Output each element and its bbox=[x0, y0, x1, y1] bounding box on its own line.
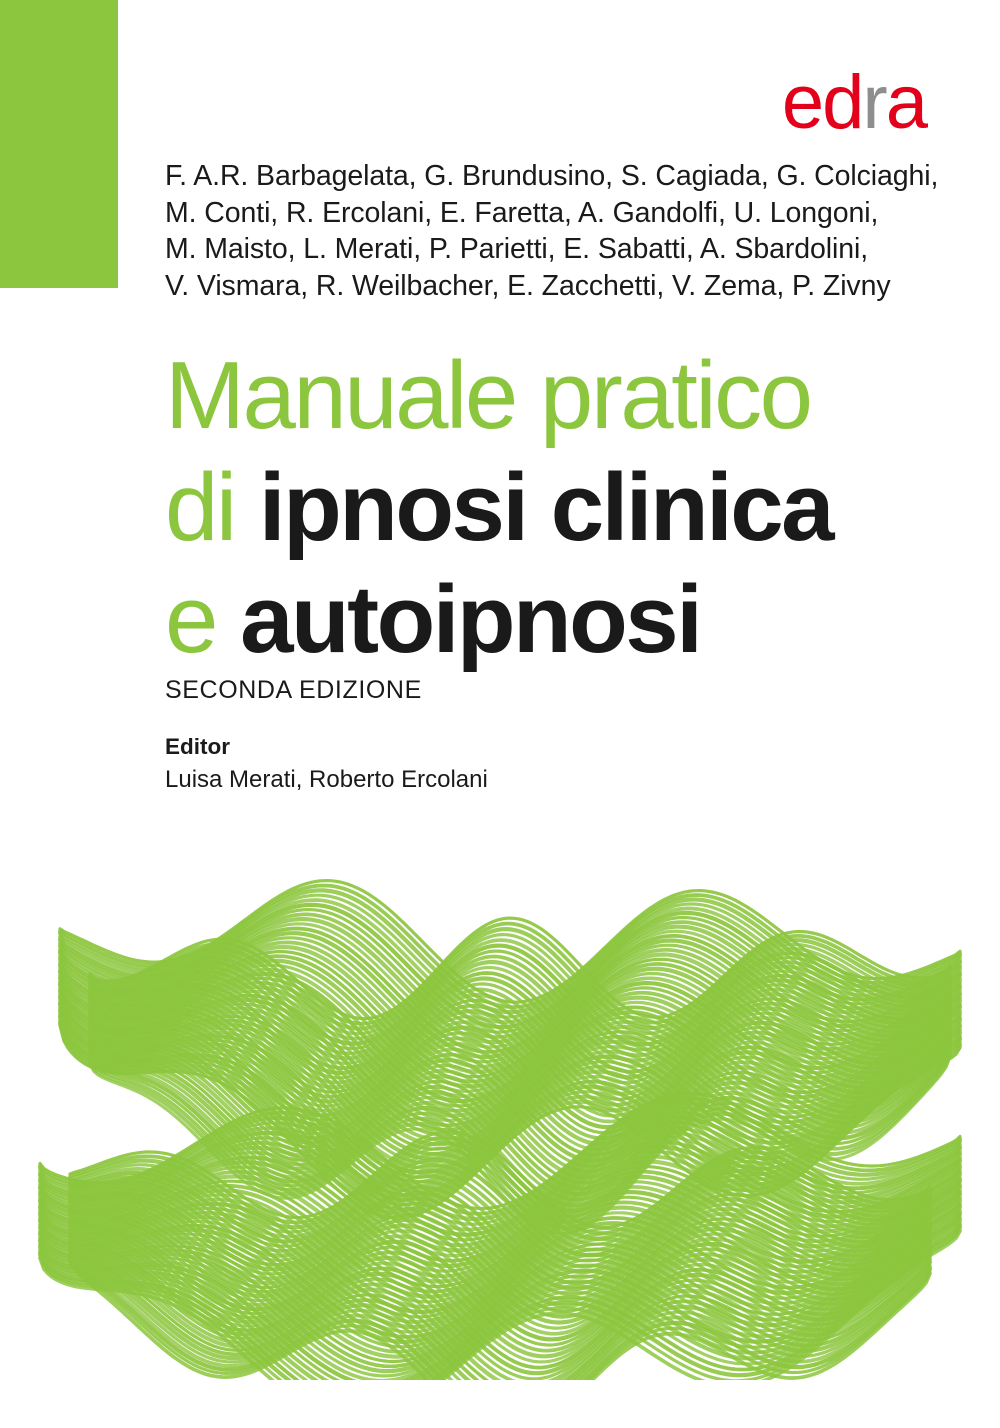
authors-line: F. A.R. Barbagelata, G. Brundusino, S. Cagiada, G. Colciaghi, bbox=[165, 160, 939, 192]
authors-list bbox=[165, 158, 939, 304]
edition-label: SECONDA EDIZIONE bbox=[165, 676, 422, 704]
book-title bbox=[165, 340, 965, 676]
authors-line: M. Maisto, L. Merati, P. Parietti, E. Sabatti, A. Sbardolini, bbox=[165, 233, 869, 265]
authors-line: M. Conti, R. Ercolani, E. Faretta, A. Gandolfi, U. Longoni, bbox=[165, 196, 879, 229]
publisher-logo bbox=[746, 60, 926, 145]
title-text-light: Manuale pratico bbox=[165, 342, 811, 449]
editor-names: Luisa Merati, Roberto Ercolani bbox=[165, 766, 488, 793]
title-line-1 bbox=[165, 340, 965, 452]
title-text-bold: ipnosi clinica bbox=[258, 454, 833, 561]
publisher-logo-text: edra bbox=[781, 60, 926, 145]
title-line-2 bbox=[165, 452, 965, 564]
title-line-3 bbox=[165, 564, 965, 676]
title-text-bold: autoipnosi bbox=[240, 566, 701, 673]
editor-label: Editor bbox=[165, 734, 230, 759]
authors-line: V. Vismara, R. Weilbacher, E. Zacchetti, V. Zema, P. Zivny bbox=[165, 269, 891, 302]
publisher-logo-accent: r bbox=[862, 60, 886, 145]
green-accent-block bbox=[0, 0, 118, 288]
green-wave-artwork bbox=[0, 820, 1000, 1380]
title-text-light: e bbox=[165, 566, 241, 673]
title-text-light: di bbox=[165, 454, 259, 561]
